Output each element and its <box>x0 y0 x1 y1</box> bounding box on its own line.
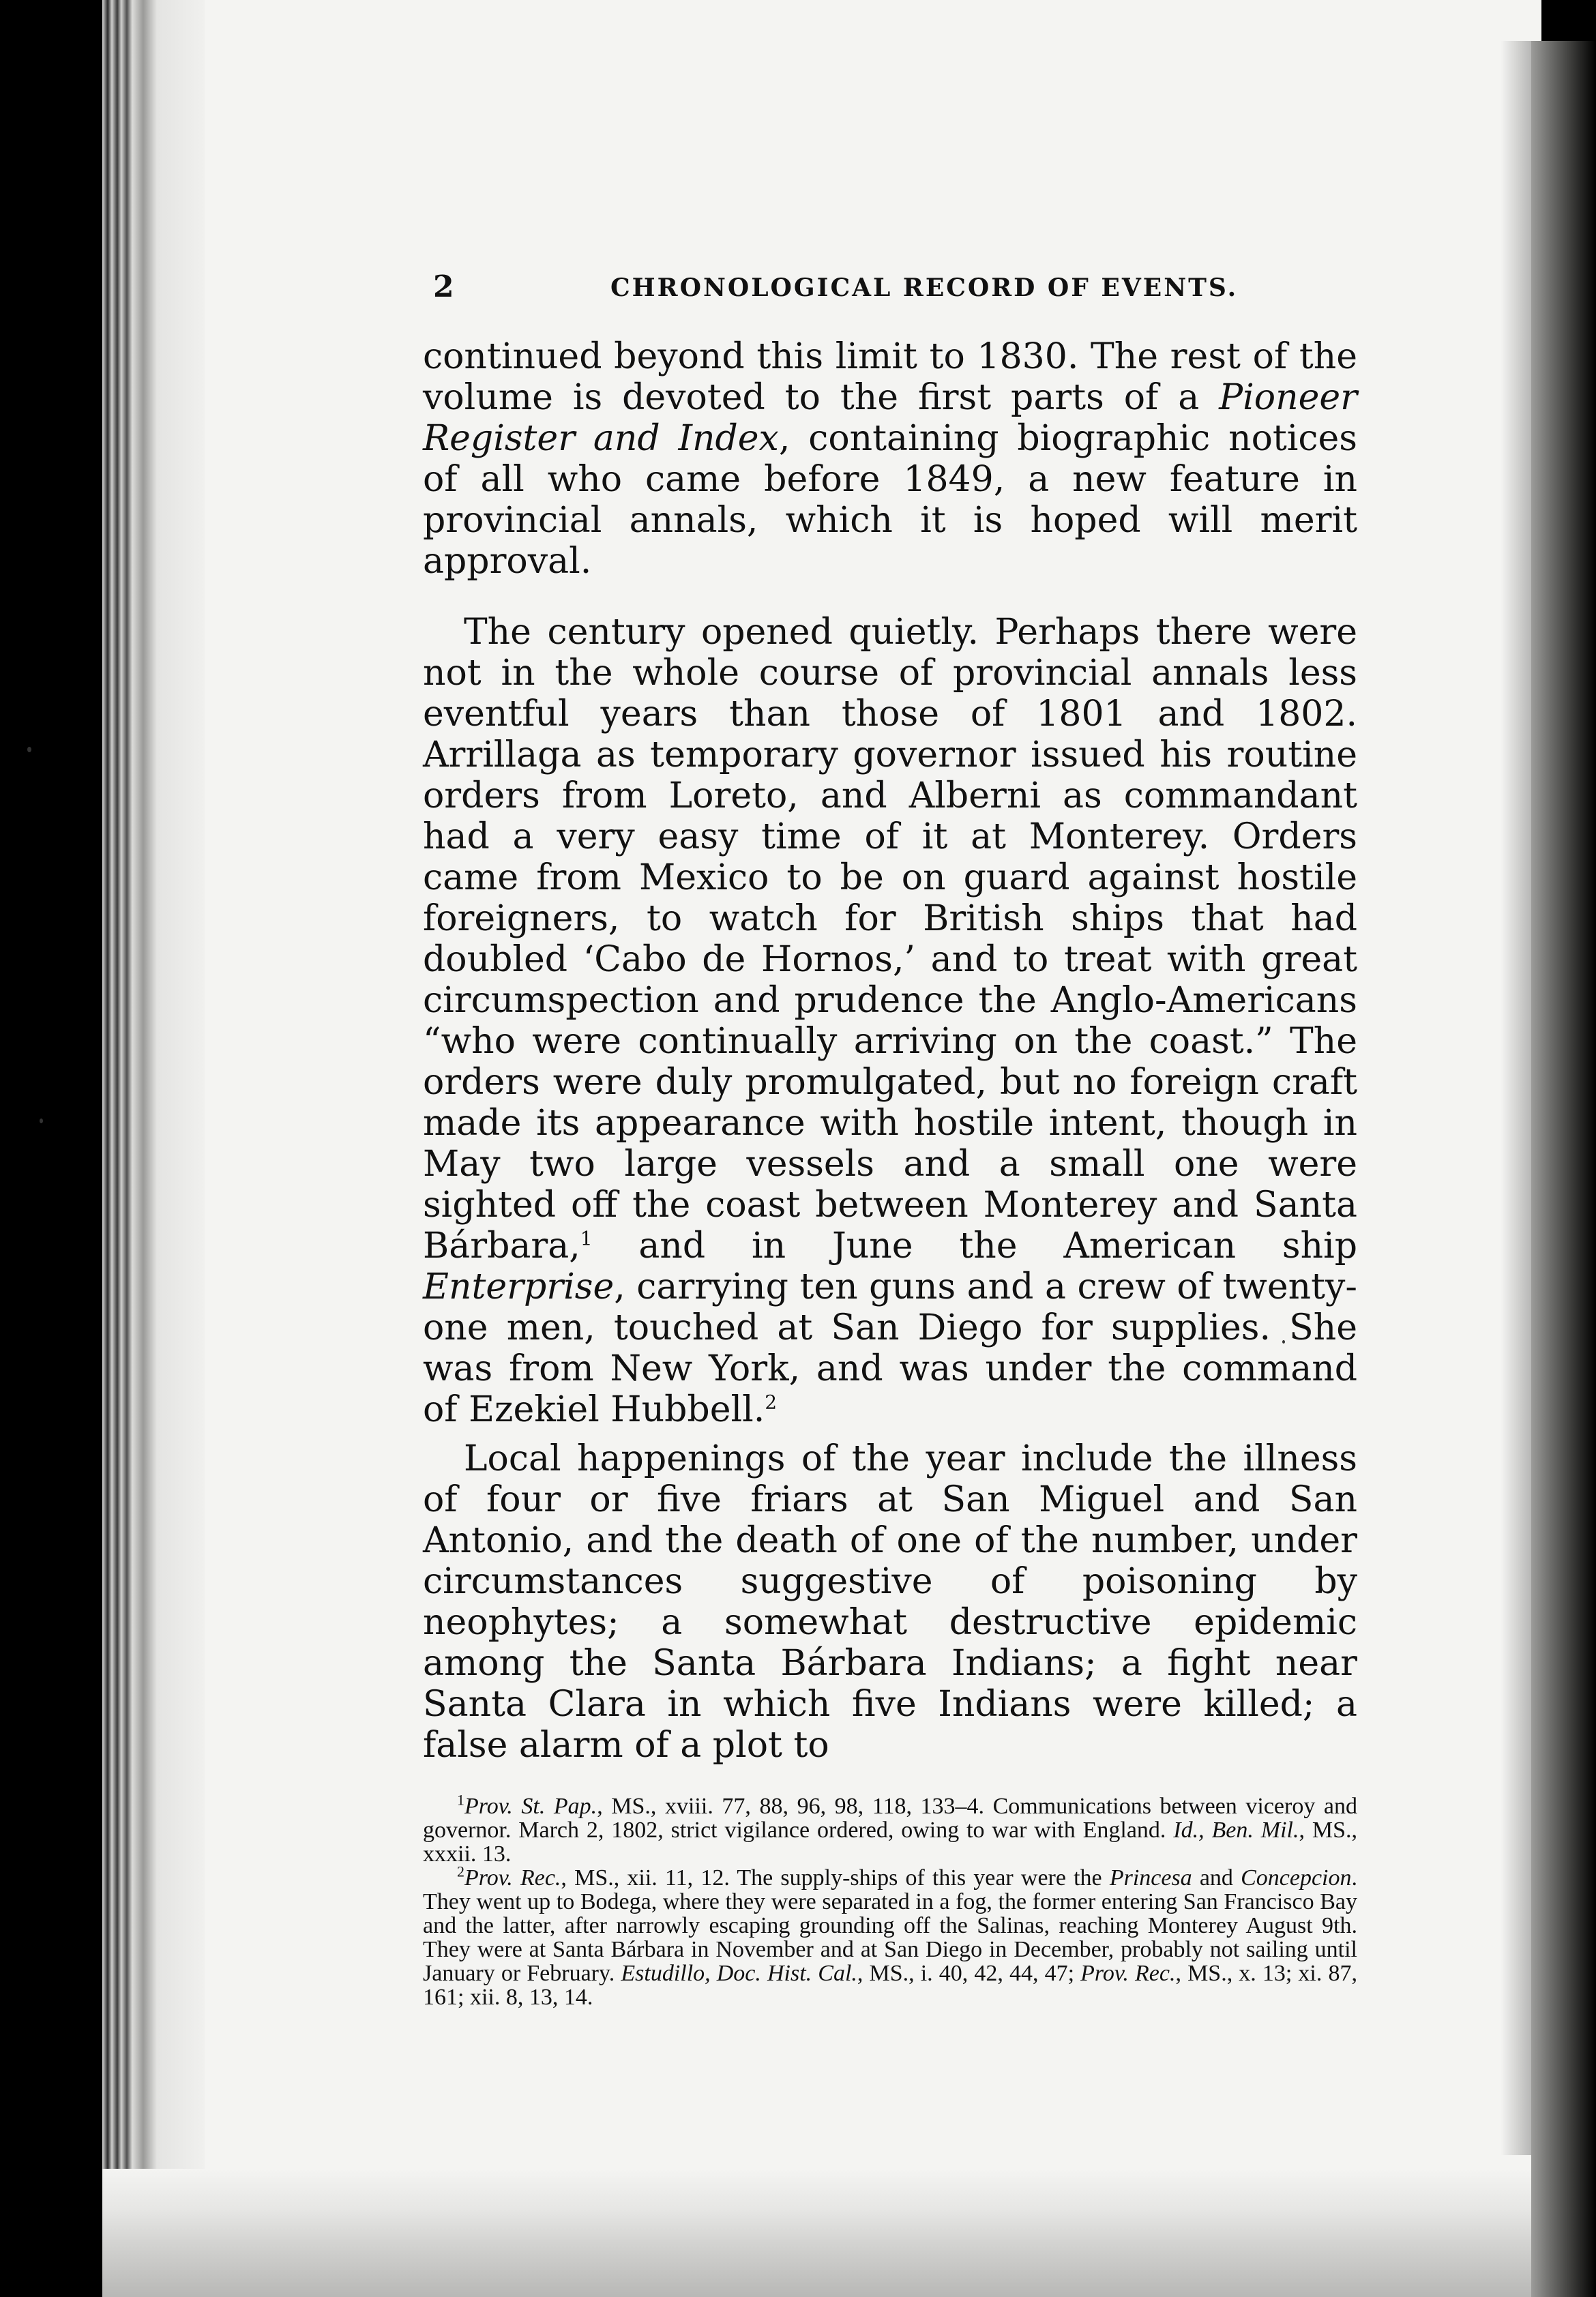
footnote <box>423 1791 1357 1867</box>
text-run: , MS., xviii. 77, 88, 96, 98, 118, 133–4. Communications between viceroy and governor. March 2, 1802, strict vigilance ordered, owing to war with England. <box>423 1794 1357 1843</box>
text-run: The century opened quietly. Perhaps there were not in the whole course of provincial annals less eventful years than those of 1801 and 1802. Arrillaga as temporary governor issued his routine orders from Loreto, and Alberni as commandant had a very easy time of it at Monterey. Orders came from Mexico to be on guard against hostile foreigners, to watch for British ships that had doubled ‘Cabo de Hornos,’ and to treat with great circumspection and prudence the Anglo-Americans “who were continually arriving on the coast.” The orders were duly promulgated, but no foreign craft made its appearance with hostile intent, though in May two large vessels and a small one were sighted off the coast between Monterey and Santa Bárbara, <box>423 612 1357 1266</box>
footnote-reference: 2 <box>765 1391 778 1414</box>
text-run: continued beyond this limit to 1830. The rest of the volume is devoted to the first parts of a <box>423 336 1357 418</box>
italic-text: Prov. Rec. <box>1080 1961 1176 1986</box>
italic-text: Enterprise <box>423 1266 615 1307</box>
text-run: , MS., xxxii. 13. <box>423 1818 1357 1867</box>
text-run: , MS., xii. 11, 12. The supply-ships of this year were the <box>561 1865 1110 1891</box>
text-run: Local happenings of the year include the illness of four or five friars at San Miguel and San Antonio, and the death of one of the number, under circumstances suggestive of poisoning by neophytes; a somewhat destructive epidemic among the Santa Bárbara Indians; a fight near Santa Clara in which five Indians were killed; a false alarm of a plot to <box>423 1438 1357 1766</box>
text-run: and in June the American ship <box>592 1226 1357 1266</box>
text-run: and <box>1192 1865 1241 1891</box>
footnote <box>423 1863 1357 2010</box>
body-paragraph <box>423 336 1357 582</box>
text-run: , MS., i. 40, 42, 44, 47; <box>857 1961 1081 1986</box>
footnote-mark: 1 <box>457 1791 464 1809</box>
italic-text: Concepcion <box>1241 1865 1352 1891</box>
page-bottom-edge <box>102 2169 1535 2297</box>
body-paragraph <box>423 612 1357 1430</box>
text-run: . They went up to Bodega, where they were separated in a fog, the former entering San Francisco Bay and the latter, after narrowly escaping grounding off the Salinas, reaching Monterey August 9th. They were at Santa Bárbara in November and at San Diego in December, probably not sailing until January or February. <box>423 1865 1357 1986</box>
footnote-mark: 2 <box>457 1863 464 1880</box>
footnotes <box>423 1791 1357 2010</box>
scan-speck <box>27 747 31 752</box>
right-page-shadow <box>1501 41 1531 2155</box>
page-number: 2 <box>433 269 454 304</box>
italic-text: Estudillo, Doc. Hist. Cal. <box>621 1961 857 1986</box>
italic-text: Princesa <box>1109 1865 1192 1891</box>
text-run: , MS., x. 13; xi. 87, 161; xii. 8, 13, 14. <box>423 1961 1357 2010</box>
body-text <box>423 336 1357 1766</box>
footnote-reference: 1 <box>580 1227 593 1250</box>
right-page-edge <box>1531 41 1596 2297</box>
italic-text: Id., Ben. Mil. <box>1173 1818 1299 1843</box>
page-binding-edge <box>102 0 205 2297</box>
italic-text: Pioneer Register and Index <box>423 377 1357 459</box>
scan-speck <box>40 1118 43 1123</box>
page-header <box>423 269 1357 310</box>
text-run: , carrying ten guns and a crew of twenty-one men, touched at San Diego for supplies. She was from New York, and was under the command of Ezekiel Hubbell. <box>423 1266 1357 1430</box>
italic-text: Prov. St. Pap. <box>464 1794 597 1819</box>
running-head: CHRONOLOGICAL RECORD OF EVENTS. <box>610 273 1239 302</box>
body-paragraph <box>423 1438 1357 1766</box>
page-content <box>423 269 1357 2009</box>
text-run: , containing biographic notices of all who came before 1849, a new feature in provincial annals, which it is hoped will merit approval. <box>423 418 1357 582</box>
italic-text: Prov. Rec. <box>464 1865 561 1891</box>
